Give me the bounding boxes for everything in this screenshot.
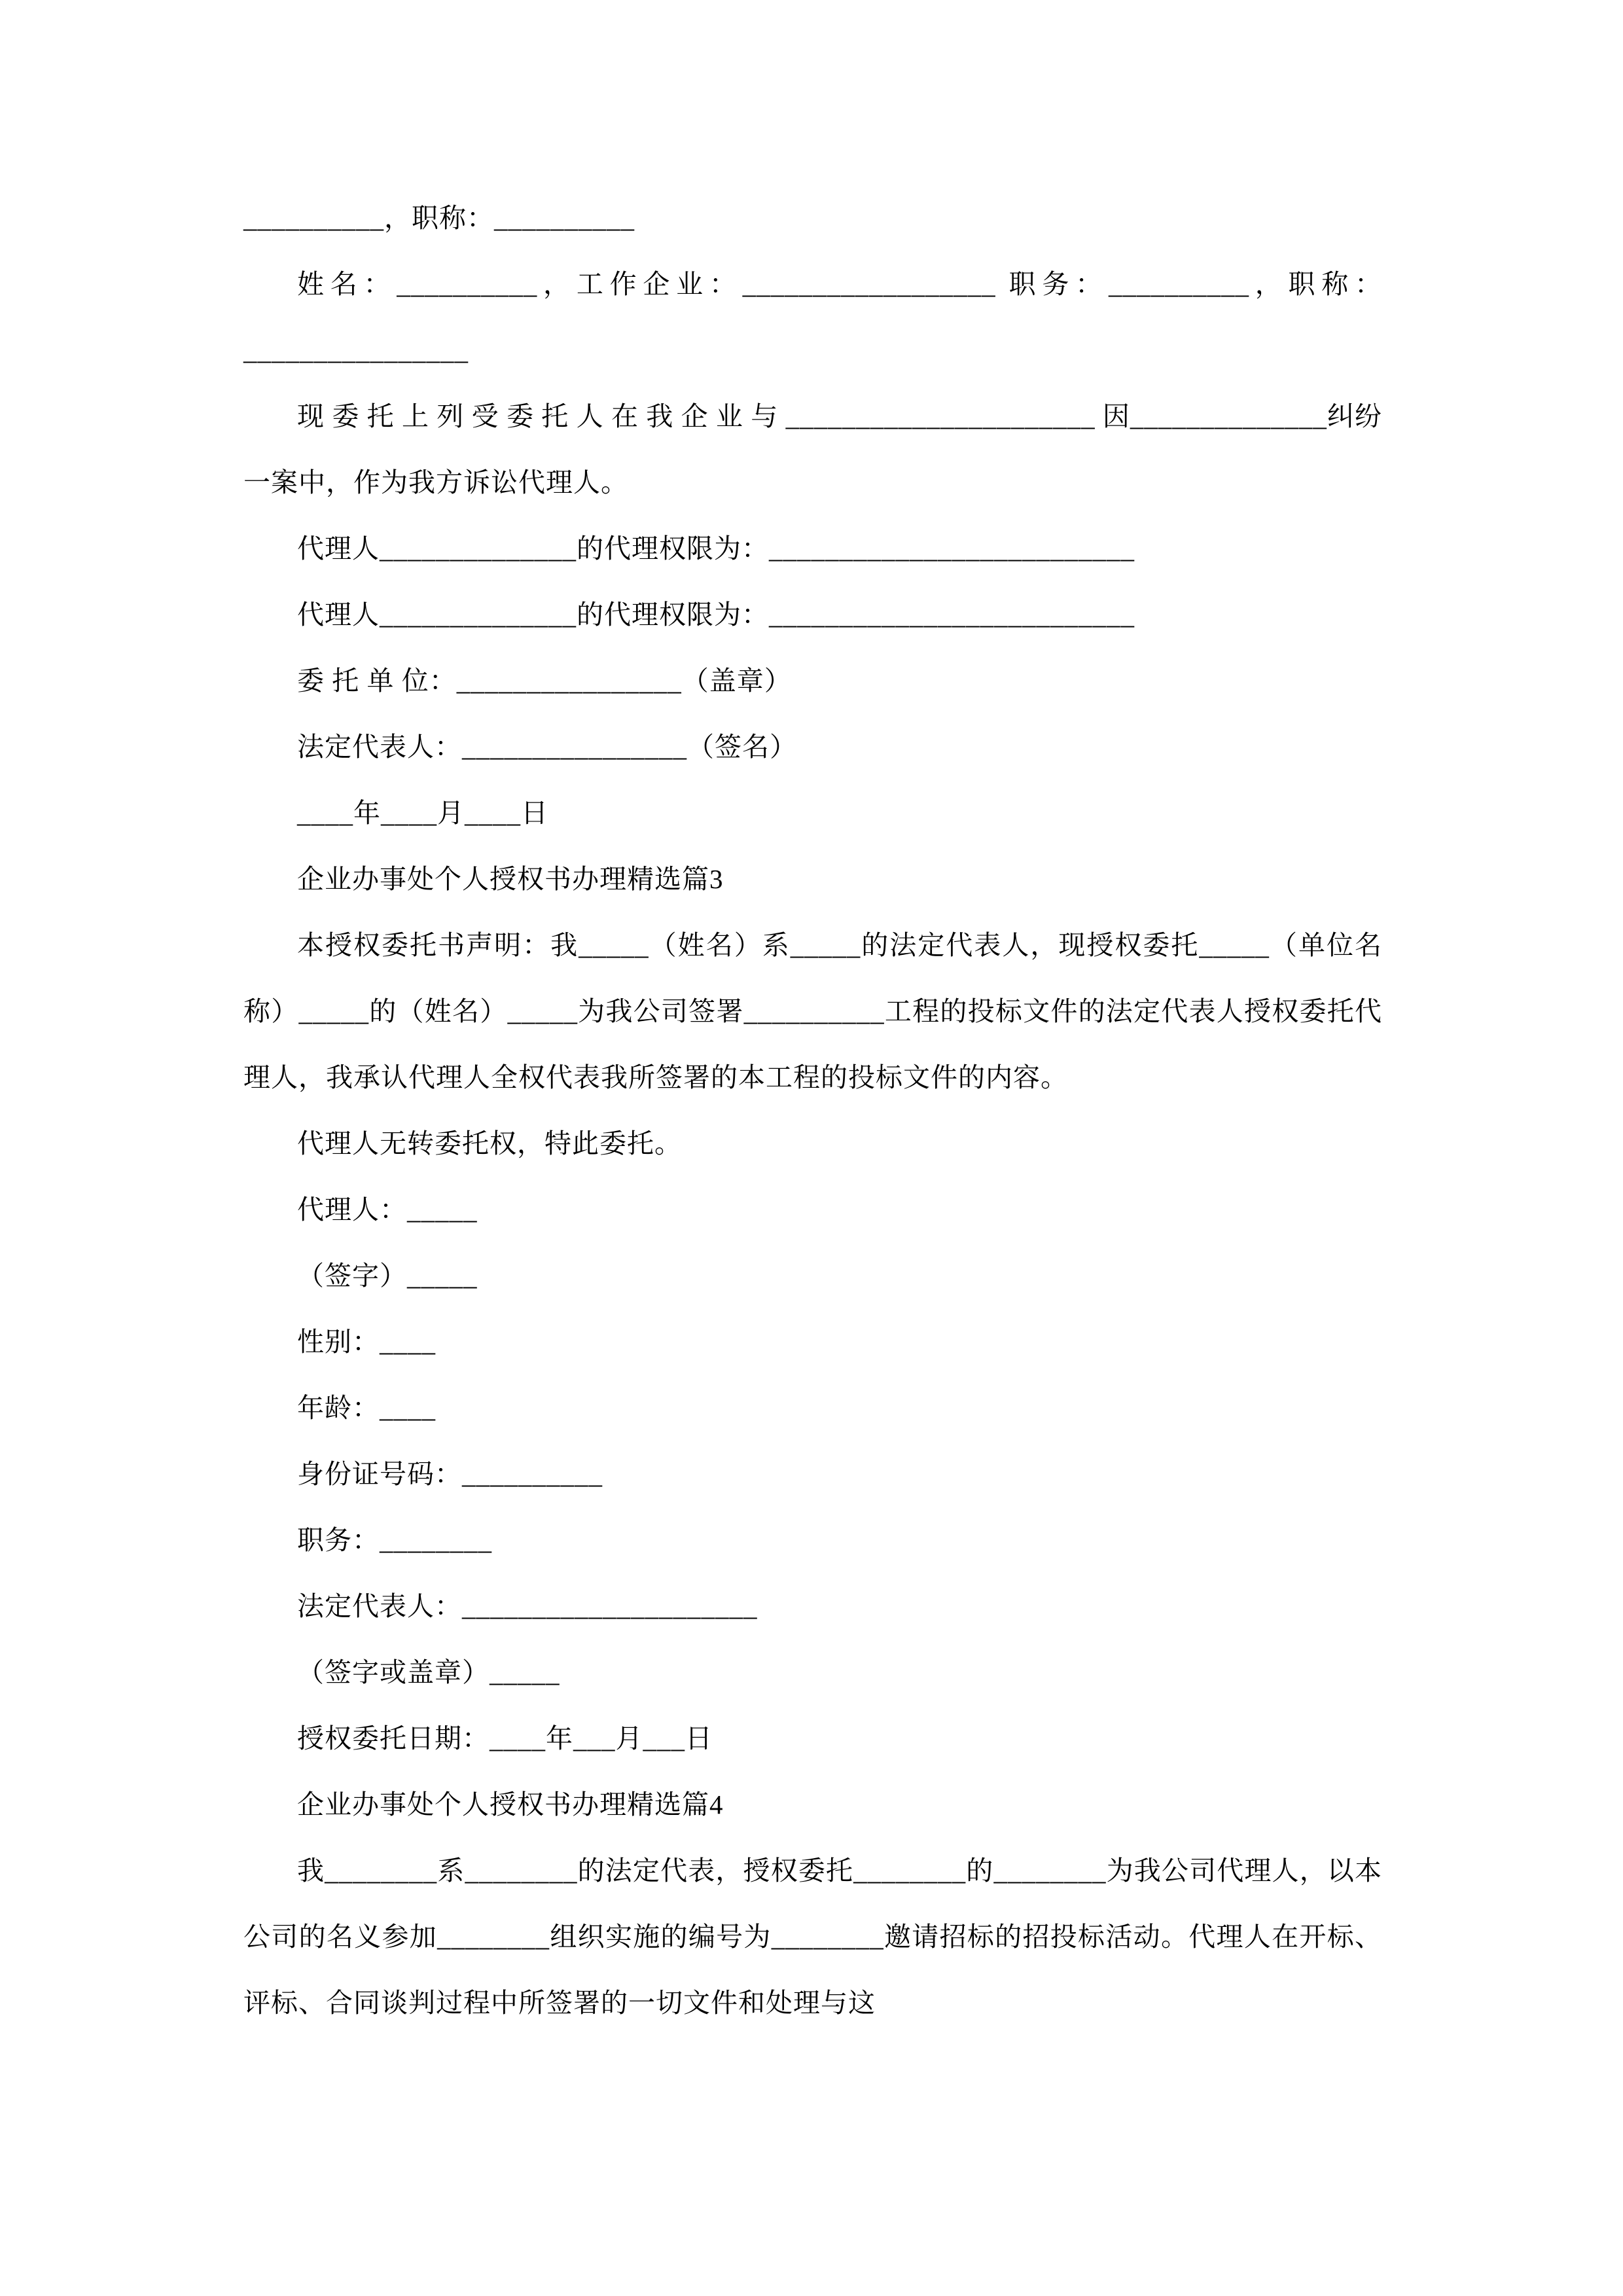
doc-paragraph: 代理人______________的代理权限为：__________________________ bbox=[297, 600, 1135, 630]
doc-paragraph: 年龄：____ bbox=[297, 1393, 436, 1423]
document-body bbox=[243, 185, 1382, 2036]
doc-paragraph: 职务：________ bbox=[297, 1525, 492, 1555]
doc-paragraph: 性别：____ bbox=[297, 1327, 436, 1357]
doc-paragraph: 委 托 单 位：________________（盖章） bbox=[297, 666, 792, 696]
doc-paragraph: 现 委 托 上 列 受 委 托 人 在 我 企 业 与 ______________________ 因______________纠纷一案中，作为我方诉讼代理人。 bbox=[243, 401, 1382, 497]
doc-paragraph: 代理人______________的代理权限为：__________________________ bbox=[297, 533, 1135, 564]
doc-paragraph: （签字或盖章）_____ bbox=[297, 1657, 560, 1687]
doc-paragraph: __________，职称：__________ bbox=[243, 203, 635, 233]
doc-paragraph: ____年____月____日 bbox=[297, 798, 548, 828]
doc-paragraph: 法定代表人：_____________________ bbox=[297, 1591, 758, 1621]
doc-paragraph: 身份证号码：__________ bbox=[297, 1459, 603, 1489]
doc-paragraph: 姓名：__________，工作企业：__________________ 职务：__________，职称：________________ bbox=[243, 269, 1382, 365]
doc-paragraph: 授权委托日期：____年___月___日 bbox=[297, 1723, 713, 1753]
section-heading: 企业办事处个人授权书办理精选篇3 bbox=[297, 864, 724, 894]
doc-paragraph: （签字）_____ bbox=[297, 1261, 478, 1291]
section-heading: 企业办事处个人授权书办理精选篇4 bbox=[297, 1789, 724, 1820]
doc-paragraph: 我________系________的法定代表，授权委托________的________为我公司代理人，以本公司的名义参加________组织实施的编号为________邀请招标的招投标活动。代理人在开标、评标、合同谈判过程中所签署的一切文件和处理与这 bbox=[243, 1856, 1382, 2018]
doc-paragraph: 代理人无转委托权，特此委托。 bbox=[297, 1128, 682, 1158]
doc-paragraph: 本授权委托书声明：我_____（姓名）系_____的法定代表人，现授权委托_____（单位名称）_____的（姓名）_____为我公司签署__________工程的投标文件的法定代表人授权委托代理人，我承认代理人全权代表我所签署的本工程的投标文件的内容。 bbox=[243, 930, 1382, 1092]
doc-paragraph: 代理人：_____ bbox=[297, 1194, 478, 1225]
doc-paragraph: 法定代表人：________________（签名） bbox=[297, 732, 797, 762]
